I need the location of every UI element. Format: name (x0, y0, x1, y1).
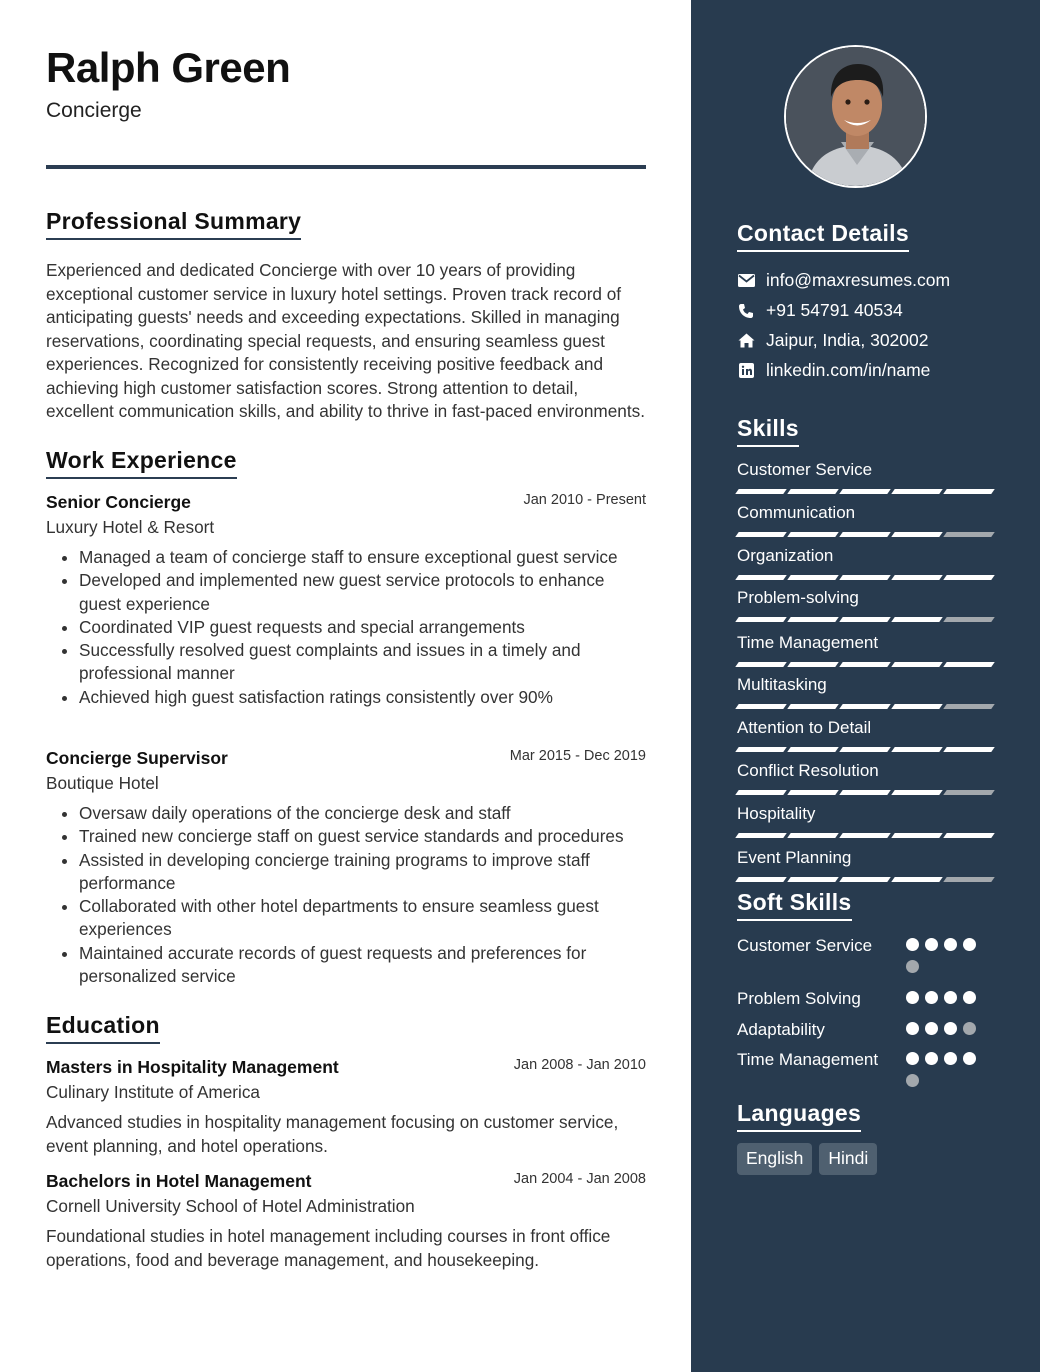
soft-skill-rating (906, 1022, 982, 1035)
skill-label: Event Planning (737, 848, 852, 867)
skill-item (737, 503, 993, 537)
skill-level-segment (735, 489, 787, 494)
soft-skills-heading: Soft Skills (737, 889, 852, 921)
job-role: Concierge Supervisor (46, 748, 228, 768)
skill-level-segment (787, 489, 839, 494)
skill-level-segment (787, 790, 839, 795)
skill-item (737, 633, 993, 667)
edu-school: Culinary Institute of America (46, 1082, 260, 1102)
soft-skill-label: Time Management (737, 1050, 879, 1069)
rating-dot (906, 1074, 919, 1087)
rating-dot (925, 1052, 938, 1065)
contact-phone[interactable] (737, 300, 903, 321)
skill-label: Problem-solving (737, 588, 859, 607)
contact-linkedin-text: linkedin.com/in/name (766, 360, 931, 380)
skill-level-segment (787, 575, 839, 580)
skill-level-segment (839, 747, 891, 752)
skill-item (737, 460, 993, 494)
skill-level-segment (787, 704, 839, 709)
skill-level-segment (891, 575, 943, 580)
rating-dot (906, 960, 919, 973)
skill-label: Conflict Resolution (737, 761, 879, 780)
skill-level-segment (735, 877, 787, 882)
skill-label: Hospitality (737, 804, 816, 823)
skill-level-segment (943, 790, 995, 795)
contact-email[interactable] (737, 270, 950, 291)
skill-item (737, 588, 993, 622)
skill-level-segment (891, 617, 943, 622)
skill-level-segment (943, 747, 995, 752)
job-entry (46, 748, 646, 988)
contact-email-text: info@maxresumes.com (766, 270, 951, 290)
rating-dot (906, 1052, 919, 1065)
edu-degree: Masters in Hospitality Management (46, 1057, 339, 1077)
language-badge: English (737, 1143, 812, 1175)
envelope-icon (737, 272, 755, 290)
languages-list (737, 1143, 877, 1175)
summary-heading: Professional Summary (46, 208, 301, 240)
skill-level-segment (943, 532, 995, 537)
rating-dot (944, 1022, 957, 1035)
education-heading: Education (46, 1012, 160, 1044)
skill-item (737, 546, 993, 580)
skill-level-segment (735, 662, 787, 667)
education-entry (46, 1171, 646, 1272)
skill-level-segment (943, 833, 995, 838)
soft-skill-label: Adaptability (737, 1020, 825, 1039)
job-bullet: • Oversaw daily operations of the concierge desk and staff (79, 802, 646, 825)
skill-level-segment (839, 833, 891, 838)
rating-dot (963, 1022, 976, 1035)
rating-dot (925, 991, 938, 1004)
skill-level-segment (891, 662, 943, 667)
phone-icon (737, 302, 755, 320)
skill-label: Attention to Detail (737, 718, 872, 737)
skill-level-segment (891, 790, 943, 795)
skill-level-segment (891, 489, 943, 494)
skill-level-segment (839, 489, 891, 494)
skill-item (737, 848, 993, 882)
skill-level-bar (737, 617, 993, 622)
job-org: Luxury Hotel & Resort (46, 517, 215, 537)
skill-level-bar (737, 833, 993, 838)
skill-level-segment (891, 833, 943, 838)
rating-dot (963, 938, 976, 951)
skill-level-segment (943, 575, 995, 580)
job-bullet: • Achieved high guest satisfaction ratings consistently over 90% (79, 686, 646, 709)
soft-skill-label: Customer Service (737, 936, 873, 955)
skill-level-segment (891, 532, 943, 537)
skill-level-segment (735, 747, 787, 752)
soft-skill-item (737, 1018, 987, 1041)
job-date: Mar 2015 - Dec 2019 (509, 748, 646, 764)
skill-level-bar (737, 877, 993, 882)
home-icon (737, 332, 755, 350)
job-bullet: • Maintained accurate records of guest requests and preferences for personalized service (79, 942, 646, 989)
education-entry (46, 1057, 646, 1158)
soft-skill-item (737, 934, 987, 957)
skill-level-segment (787, 662, 839, 667)
linkedin-icon (737, 362, 755, 380)
edu-date: Jan 2008 - Jan 2010 (513, 1057, 646, 1073)
skill-label: Time Management (737, 633, 879, 652)
job-bullet: • Managed a team of concierge staff to ensure exceptional guest service (79, 546, 646, 569)
avatar-illustration (786, 47, 927, 188)
skill-level-bar (737, 489, 993, 494)
edu-degree: Bachelors in Hotel Management (46, 1171, 312, 1191)
language-badge: Hindi (819, 1143, 877, 1175)
edu-description: Advanced studies in hospitality management focusing on customer service, event planning, and hotel operations. (46, 1112, 619, 1156)
skill-level-segment (735, 532, 787, 537)
skill-level-segment (787, 877, 839, 882)
skill-level-segment (943, 617, 995, 622)
skill-level-segment (943, 489, 995, 494)
skill-item (737, 718, 993, 752)
skill-item (737, 804, 993, 838)
skill-level-segment (787, 833, 839, 838)
job-role: Senior Concierge (46, 492, 191, 512)
skill-level-segment (891, 747, 943, 752)
summary-text: Experienced and dedicated Concierge with over 10 years of providing exceptional customer service in luxury hotel settings. Proven track record of anticipating guests' needs and exceeding expectations. Skilled in managing reservations, coordinating special requests, and ensuring seamless guest experiences. Recognized for consistently receiving positive feedback and achieving high customer satisfaction scores. Strong attention to detail, excellent communication skills, and ability to thrive in fast-paced environments. (46, 260, 645, 421)
contact-address-text: Jaipur, India, 302002 (766, 330, 929, 350)
skill-level-segment (839, 532, 891, 537)
skill-label: Customer Service (737, 460, 873, 479)
header-divider (46, 165, 646, 169)
candidate-name: Ralph Green (46, 44, 291, 91)
skill-level-segment (787, 532, 839, 537)
job-org: Boutique Hotel (46, 773, 159, 793)
skill-level-bar (737, 532, 993, 537)
edu-description: Foundational studies in hotel management including courses in front office operations, food and beverage management, and housekeeping. (46, 1226, 611, 1270)
job-date: Jan 2010 - Present (523, 492, 646, 508)
skills-heading: Skills (737, 415, 799, 447)
job-bullet: • Collaborated with other hotel departments to ensure seamless guest experiences (79, 895, 646, 942)
skill-level-segment (943, 662, 995, 667)
soft-skill-rating (906, 1052, 982, 1087)
skill-level-segment (839, 877, 891, 882)
job-bullet: • Trained new concierge staff on guest service standards and procedures (79, 825, 646, 848)
edu-school: Cornell University School of Hotel Administration (46, 1196, 415, 1216)
skill-label: Communication (737, 503, 856, 522)
soft-skill-rating (906, 991, 982, 1004)
skill-level-segment (891, 704, 943, 709)
skill-level-segment (839, 790, 891, 795)
skill-level-segment (735, 833, 787, 838)
candidate-title: Concierge (46, 99, 142, 122)
sidebar (691, 0, 1040, 1372)
languages-heading: Languages (737, 1100, 861, 1132)
soft-skill-item (737, 1048, 987, 1071)
skill-level-segment (839, 617, 891, 622)
edu-date: Jan 2004 - Jan 2008 (513, 1171, 646, 1187)
rating-dot (925, 938, 938, 951)
profile-photo (784, 45, 927, 188)
soft-skill-label: Problem Solving (737, 989, 861, 1008)
rating-dot (944, 938, 957, 951)
job-bullet: • Coordinated VIP guest requests and special arrangements (79, 616, 646, 639)
skill-label: Organization (737, 546, 834, 565)
job-bullets (46, 802, 646, 988)
skill-level-segment (943, 704, 995, 709)
skill-level-segment (943, 877, 995, 882)
rating-dot (906, 1022, 919, 1035)
contact-linkedin[interactable] (737, 360, 930, 381)
skill-label: Multitasking (737, 675, 827, 694)
job-bullets (46, 546, 646, 709)
skill-level-segment (891, 877, 943, 882)
contact-heading: Contact Details (737, 220, 909, 252)
skill-level-segment (787, 747, 839, 752)
skill-item (737, 675, 993, 709)
contact-phone-text: +91 54791 40534 (766, 300, 903, 320)
job-bullet: • Developed and implemented new guest service protocols to enhance guest experience (79, 569, 646, 616)
skill-level-segment (735, 790, 787, 795)
skill-level-segment (735, 704, 787, 709)
rating-dot (906, 938, 919, 951)
job-bullet: • Assisted in developing concierge training programs to improve staff performance (79, 849, 646, 896)
soft-skill-rating (906, 938, 982, 973)
skill-level-segment (839, 662, 891, 667)
skill-level-bar (737, 704, 993, 709)
rating-dot (944, 1052, 957, 1065)
rating-dot (963, 1052, 976, 1065)
skill-level-bar (737, 747, 993, 752)
rating-dot (906, 991, 919, 1004)
skill-level-segment (787, 617, 839, 622)
skill-level-bar (737, 575, 993, 580)
skill-level-segment (839, 575, 891, 580)
rating-dot (963, 991, 976, 1004)
rating-dot (925, 1022, 938, 1035)
soft-skill-item (737, 987, 987, 1010)
skill-item (737, 761, 993, 795)
skill-level-segment (839, 704, 891, 709)
skill-level-segment (735, 575, 787, 580)
rating-dot (944, 991, 957, 1004)
skill-level-segment (735, 617, 787, 622)
experience-heading: Work Experience (46, 447, 237, 479)
skill-level-bar (737, 662, 993, 667)
job-entry (46, 492, 646, 709)
contact-address (737, 330, 929, 351)
job-bullet: • Successfully resolved guest complaints and issues in a timely and professional manner (79, 639, 646, 686)
skill-level-bar (737, 790, 993, 795)
